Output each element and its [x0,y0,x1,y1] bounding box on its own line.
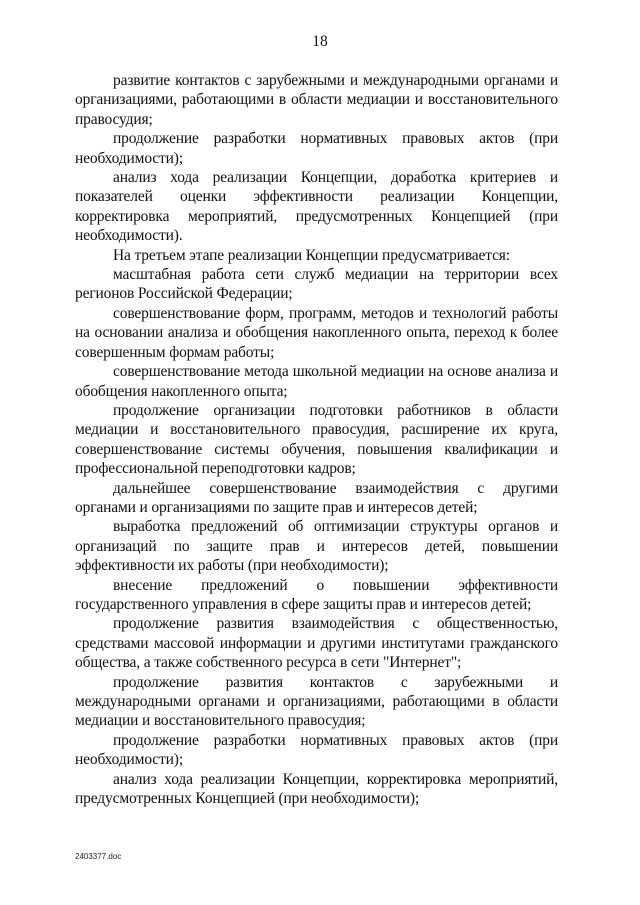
paragraph: На третьем этапе реализации Концепции предусматривается: [113,246,510,264]
footer-filename: 2403377.doc [75,852,122,861]
paragraph: масштабная работа сети служб медиации на территории всех регионов Российской Федерации; [75,266,558,303]
paragraph: дальнейшее совершенствование взаимодействия с другими органами и организациями по защите прав и интересов детей; [75,479,558,516]
paragraph: продолжение развития взаимодействия с общественностью, средствами массовой информации и другими институтами гражданского общества, а также собственного ресурса в сети "Интернет"; [75,615,558,672]
paragraph: совершенствование форм, программ, методов и технологий работы на основании анализа и обобщения накопленного опыта, переход к более совершенным формам работы; [75,304,558,361]
paragraph: продолжение разработки нормативных правовых актов (при необходимости); [75,130,558,167]
paragraph: анализ хода реализации Концепции, корректировка мероприятий, предусмотренных Концепцией (при необходимости); [75,770,558,808]
paragraph: развитие контактов с зарубежными и международными органами и организациями, работающими в области медиации и восстановительного правосудия; [75,72,558,128]
paragraph: продолжение организации подготовки работников в области медиации и восстановительного правосудия, расширение их круга, совершенствование системы обучения, повышения квалификации и профессиональной переподготовки кадров; [75,401,558,478]
paragraph: внесение предложений о повышении эффективности государственного управления в сфере защиты прав и интересов детей; [75,576,558,613]
paragraph: совершенствование метода школьной медиации на основе анализа и обобщения накопленного опыта; [75,363,558,400]
paragraph: анализ хода реализации Концепции, доработка критериев и показателей оценки эффективности реализации Концепции, корректировка мероприятий, предусмотренных Концепцией (при необходимости). [75,169,558,245]
page-number: 18 [312,33,328,50]
paragraph: продолжение развития контактов с зарубежными и международными органами и организациями, работающими в области медиации и восстановительного правосудия; [75,673,558,730]
paragraph: выработка предложений об оптимизации структуры органов и организаций по защите прав и интересов детей, повышении эффективности их работы (при необходимости); [75,518,558,575]
paragraph: продолжение разработки нормативных правовых актов (при необходимости); [75,731,558,769]
document-body [75,71,558,808]
